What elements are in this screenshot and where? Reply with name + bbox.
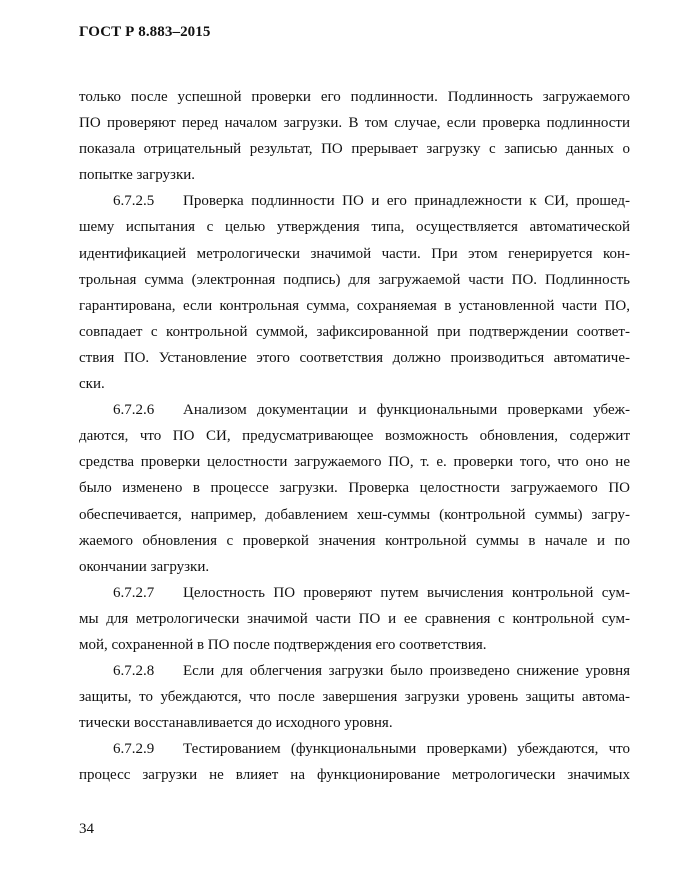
paragraph — [79, 84, 630, 188]
line-text: Тестированием (функциональными проверками) убеждаются, что — [183, 741, 630, 758]
paragraph — [79, 188, 630, 397]
paragraph-first-line — [79, 736, 630, 762]
document-header: ГОСТ Р 8.883–2015 — [79, 24, 211, 40]
section-number: 6.7.2.9 — [113, 741, 155, 758]
line-text: Целостность ПО проверяют путем вычисления контрольной сум- — [183, 584, 630, 601]
paragraph-line: мой, сохраненной в ПО после подтверждения его соответствия. — [79, 636, 487, 653]
paragraph-first-line — [79, 658, 630, 684]
paragraph-line: ПО проверяют перед началом загрузки. В том случае, если проверка подлинности — [79, 115, 630, 132]
paragraph-line: попытке загрузки. — [79, 167, 196, 184]
paragraph-first-line — [79, 397, 630, 423]
paragraph-line: было изменено в процессе загрузки. Проверка целостности загружаемого ПО — [79, 480, 630, 497]
paragraph-line: ствия ПО. Установление этого соответствия должно производиться автоматиче- — [79, 349, 630, 366]
paragraph-line: жаемого обновления с проверкой значения контрольной суммы в начале и по — [79, 532, 630, 549]
line-text: Проверка подлинности ПО и его принадлежности к СИ, прошед- — [183, 193, 630, 210]
line-text: Анализом документации и функциональными проверками убеж- — [183, 402, 630, 419]
paragraph — [79, 658, 630, 736]
paragraph-line: только после успешной проверки его подлинности. Подлинность загружаемого — [79, 89, 630, 105]
paragraph-line: ски. — [79, 376, 105, 393]
body-text — [79, 84, 630, 789]
paragraph-line: даются, что ПО СИ, предусматривающее возможность обновления, содержит — [79, 428, 630, 445]
paragraph-line: шему испытания с целью утверждения типа, осуществляется автоматической — [79, 219, 630, 236]
page-number: 34 — [79, 821, 94, 837]
paragraph-line: совпадает с контрольной суммой, зафиксированной при подтверждении соответ- — [79, 323, 630, 340]
paragraph-first-line — [79, 580, 630, 606]
paragraph — [79, 580, 630, 658]
paragraph-line: гарантирована, если контрольная сумма, сохраняемая в установленной части ПО, — [79, 297, 630, 314]
paragraph-line: мы для метрологически значимой части ПО и ее сравнения с контрольной сум- — [79, 610, 630, 627]
section-number: 6.7.2.6 — [113, 402, 155, 419]
paragraph-first-line — [79, 188, 630, 214]
paragraph-line: защиты, то убеждаются, что после завершения загрузки уровень защиты автома- — [79, 689, 630, 706]
paragraph-line: окончании загрузки. — [79, 558, 210, 575]
section-number: 6.7.2.7 — [113, 584, 155, 601]
section-number: 6.7.2.8 — [113, 663, 155, 680]
paragraph-line: идентификацией метрологически значимой части. При этом генерируется кон- — [79, 245, 630, 262]
paragraph-line: процесс загрузки не влияет на функционирование метрологически значимых — [79, 767, 630, 784]
line-text: Если для облегчения загрузки было произведено снижение уровня — [183, 663, 630, 680]
paragraph — [79, 736, 630, 788]
paragraph-line: средства проверки целостности загружаемого ПО, т. е. проверки того, что оно не — [79, 454, 630, 471]
paragraph — [79, 397, 630, 580]
paragraph-line: обеспечивается, например, добавлением хеш-суммы (контрольной суммы) загру- — [79, 506, 630, 523]
section-number: 6.7.2.5 — [113, 193, 155, 210]
paragraph-line: показала отрицательный результат, ПО прерывает загрузку с записью данных о — [79, 141, 630, 158]
paragraph-line: трольная сумма (электронная подпись) для загружаемой части ПО. Подлинность — [79, 271, 630, 288]
paragraph-line: тически восстанавливается до исходного уровня. — [79, 715, 393, 732]
